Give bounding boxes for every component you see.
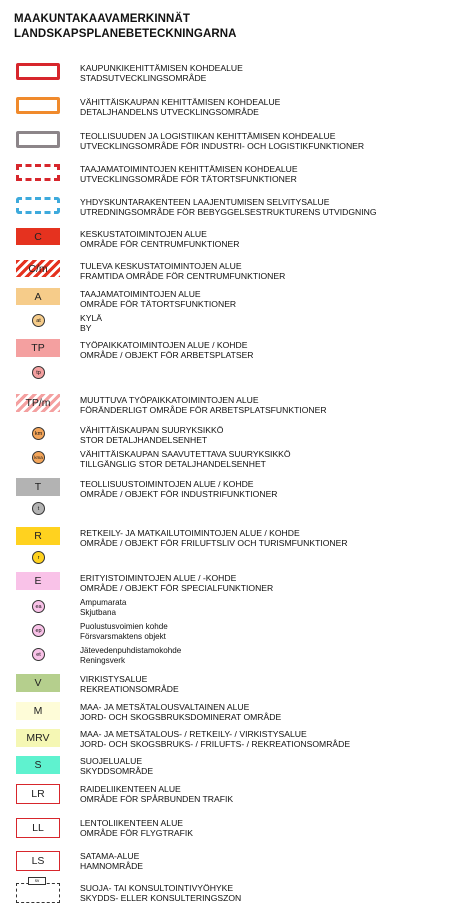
orange-outline-symbol xyxy=(16,97,60,114)
dashed-zone-symbol xyxy=(16,883,60,903)
m-symbol: M xyxy=(16,702,60,720)
legend-text: MAA- JA METSÄTALOUS- / RETKEILY- / VIRKISTYSALUE JORD- OCH SKOGSBRUKS- / FRILUFTS- / REKREATIONSOMRÅDE xyxy=(80,729,351,750)
legend-text: YHDYSKUNTARAKENTEEN LAAJENTUMISEN SELVITYSALUE UTREDNINGSOMRÅDE FÖR BEBYGGELSESTRUKTURENS UTVIDGNING xyxy=(80,197,377,218)
legend-text: KESKUSTATOIMINTOJEN ALUE OMRÅDE FÖR CENTRUMFUNKTIONER xyxy=(80,229,240,250)
e-symbol: E xyxy=(16,572,60,590)
ea-circle-symbol: ea xyxy=(32,600,45,613)
t-circle-symbol: t xyxy=(32,502,45,515)
gray-outline-symbol xyxy=(16,131,60,148)
red-dashed-symbol xyxy=(16,164,60,181)
r-circle-symbol: r xyxy=(32,551,45,564)
legend-text: KYLÄ BY xyxy=(80,313,102,334)
et-circle-symbol: et xyxy=(32,648,45,661)
cm-hatched-symbol: C/m xyxy=(16,260,60,277)
ep-circle-symbol: ep xyxy=(32,624,45,637)
tpm-hatched-symbol: TP/m xyxy=(16,394,60,412)
legend-text: TEOLLISUUDEN JA LOGISTIIKAN KEHITTÄMISEN KOHDEALUE UTVECKLINGSOMRÅDE FÖR INDUSTRI- OCH LOGISTIKFUNKTIONER xyxy=(80,131,365,152)
legend-text: Jätevedenpuhdistamokohde Reningsverk xyxy=(80,646,182,666)
legend-text: RETKEILY- JA MATKAILUTOIMINTOJEN ALUE / KOHDE OMRÅDE / OBJEKT FÖR FRILUFTSLIV OCH TURISMFUNKTIONER xyxy=(80,528,348,549)
legend-title-sv: LANDSKAPSPLANEBETECKNINGARNA xyxy=(14,28,237,40)
tp-circle-symbol: tp xyxy=(32,366,45,379)
red-outline-symbol xyxy=(16,63,60,80)
a-symbol: A xyxy=(16,288,60,305)
lr-symbol: LR xyxy=(16,784,60,804)
legend-text: MUUTTUVA TYÖPAIKKATOIMINTOJEN ALUE FÖRÄNDERLIGT OMRÅDE FÖR ARBETSPLATSFUNKTIONER xyxy=(80,395,327,416)
legend-text: Puolustusvoimien kohde Försvarsmaktens objekt xyxy=(80,622,168,642)
legend-text: TULEVA KESKUSTATOIMINTOJEN ALUE FRAMTIDA OMRÅDE FÖR CENTRUMFUNKTIONER xyxy=(80,261,286,282)
blue-dashed-symbol xyxy=(16,197,60,214)
legend-text: ERITYISTOIMINTOJEN ALUE / -KOHDE OMRÅDE / OBJEKT FÖR SPECIALFUNKTIONER xyxy=(80,573,274,594)
ll-symbol: LL xyxy=(16,818,60,838)
kma-circle-symbol: kma xyxy=(32,451,45,464)
km-circle-symbol: km xyxy=(32,427,45,440)
legend-text: KAUPUNKIKEHITTÄMISEN KOHDEALUE STADSUTVECKLINGSOMRÅDE xyxy=(80,63,243,84)
legend-text: SUOJELUALUE SKYDDSOMRÅDE xyxy=(80,756,154,777)
at-circle-symbol: at xyxy=(32,314,45,327)
sv-label-box: sv xyxy=(28,877,46,885)
legend-text: RAIDELIIKENTEEN ALUE OMRÅDE FÖR SPÅRBUNDEN TRAFIK xyxy=(80,784,234,805)
legend-text: Ampumarata Skjutbana xyxy=(80,598,127,618)
mrv-symbol: MRV xyxy=(16,729,60,747)
legend-text: VÄHITTÄISKAUPAN KEHITTÄMISEN KOHDEALUE DETALJHANDELNS UTVECKLINGSOMRÅDE xyxy=(80,97,281,118)
ls-symbol: LS xyxy=(16,851,60,871)
v-symbol: V xyxy=(16,674,60,692)
legend-text: VIRKISTYSALUE REKREATIONSOMRÅDE xyxy=(80,674,179,695)
r-symbol: R xyxy=(16,527,60,545)
legend-text: TYÖPAIKKATOIMINTOJEN ALUE / KOHDE OMRÅDE / OBJEKT FÖR ARBETSPLATSER xyxy=(80,340,254,361)
legend-text: VÄHITTÄISKAUPAN SUURYKSIKKÖ STOR DETALJHANDELSENHET xyxy=(80,425,224,446)
legend-text: VÄHITTÄISKAUPAN SAAVUTETTAVA SUURYKSIKKÖ TILLGÄNGLIG STOR DETALJHANDELSENHET xyxy=(80,449,291,470)
tp-symbol: TP xyxy=(16,339,60,357)
legend-text: SUOJA- TAI KONSULTOINTIVYÖHYKE SKYDDS- ELLER KONSULTERINGSZON xyxy=(80,883,242,904)
legend-text: TAAJAMATOIMINTOJEN KEHITTÄMISEN KOHDEALUE UTVECKLINGSOMRÅDE FÖR TÄTORTSFUNKTIONER xyxy=(80,164,298,185)
legend-text: LENTOLIIKENTEEN ALUE OMRÅDE FÖR FLYGTRAFIK xyxy=(80,818,193,839)
c-symbol: C xyxy=(16,228,60,245)
s-symbol: S xyxy=(16,756,60,774)
legend-text: MAA- JA METSÄTALOUSVALTAINEN ALUE JORD- OCH SKOGSBRUKSDOMINERAT OMRÅDE xyxy=(80,702,282,723)
legend-text: TAAJAMATOIMINTOJEN ALUE OMRÅDE FÖR TÄTORTSFUNKTIONER xyxy=(80,289,237,310)
legend-text: TEOLLISUUSTOIMINTOJEN ALUE / KOHDE OMRÅDE / OBJEKT FÖR INDUSTRIFUNKTIONER xyxy=(80,479,278,500)
legend-text: SATAMA-ALUE HAMNOMRÅDE xyxy=(80,851,144,872)
t-symbol: T xyxy=(16,478,60,496)
legend-title-fi: MAAKUNTAKAAVAMERKINNÄT xyxy=(14,13,190,25)
